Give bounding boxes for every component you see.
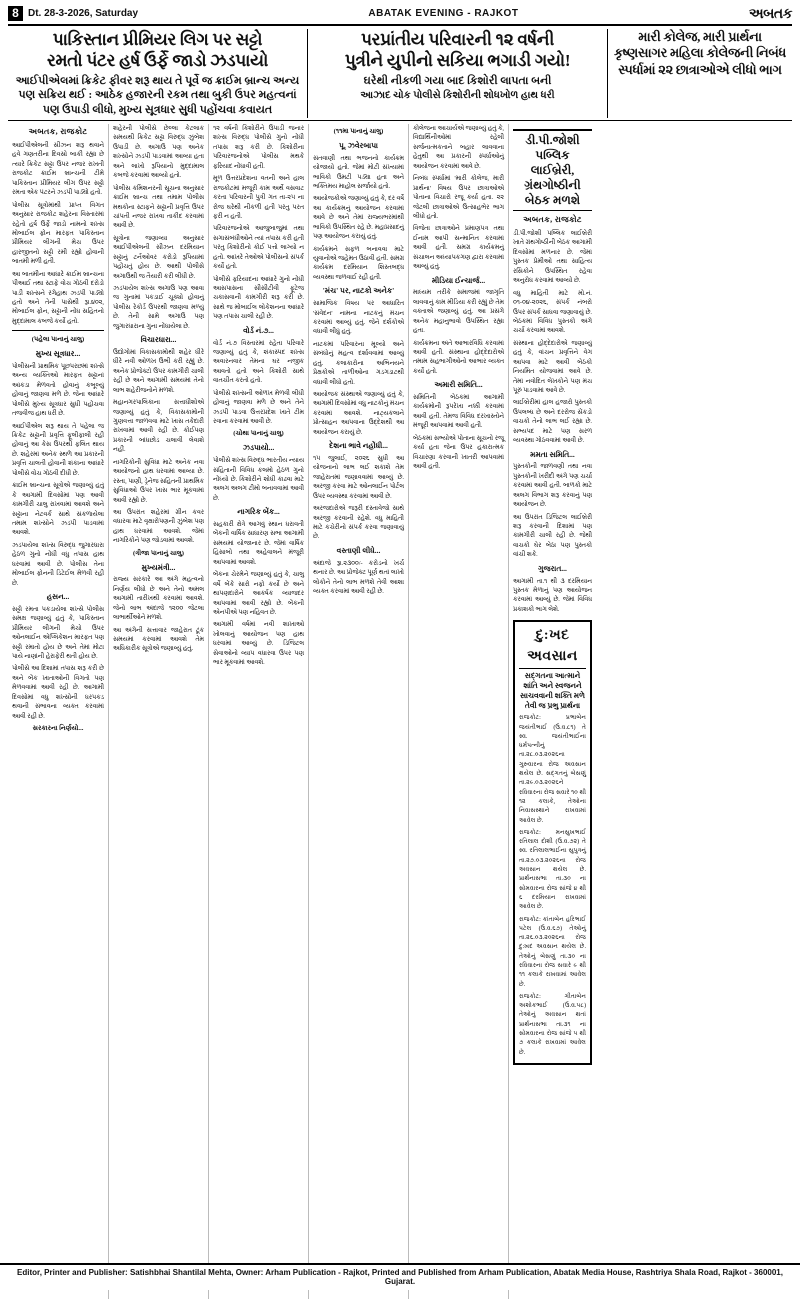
paragraph: સંતવાણી તથા ભજનનો કાર્યક્રમ યોજાયો હતો. જેમાં મોટી સંખ્યામાં ભાવિકો ઉમટી પડ્યા હતા અને ભક્તિમય માહોલ સર્જાયો હતો. bbox=[313, 154, 404, 190]
paragraph: રાજ્ય સરકારે આ અંગે મહત્વનો નિર્ણય લીધો છે અને તેનો અમલ આગામી તારીખથી કરવામાં આવશે. જેનો લાભ અંદાજે ૧૨૦૦ જેટલા લાભાર્થીઓને મળશે. bbox=[113, 576, 204, 622]
paragraph: ૧૫ જુલાઈ, ૨૦૨૬ સુધી આ યોજનાનો લાભ લઈ શકાશે તેમ જાહેરાતમાં જણાવવામાં આવ્યું છે. અરજી કરવા માટે ઓનલાઈન પોર્ટલ ઉપર વ્યવસ્થા કરવામાં આવી છે. bbox=[313, 454, 404, 500]
paragraph: અંદાજે રૂા.૨૩૦૦/- કરોડનો ખર્ચ થનાર છે. આ પ્રોજેક્ટ પૂર્ણ થતાં લાખો લોકોને તેનો લાભ મળશે તેવી આશા વ્યક્ત કરવામાં આવી રહી છે. bbox=[313, 559, 404, 595]
paragraph: બેઠકમાં સભ્યોએ પોતાના સૂચનો રજૂ કર્યા હતા જેના ઉપર હકારાત્મક વિચારણા કરવાની ખાતરી આપવામાં આવી હતી. bbox=[413, 434, 504, 471]
paragraph: લાઈબ્રેરીમાં હાલ હજારો પુસ્તકો ઉપલબ્ધ છે અને દરરોજ સેંકડો વાચકો તેનો લાભ લઈ રહ્યા છે. સભ્યપદ માટે પણ સરળ વ્યવસ્થા ગોઠવવામાં આવી છે. bbox=[513, 399, 592, 445]
sub-headline: વસ્તાણી લીધે... bbox=[336, 545, 381, 555]
paragraph: વિજેતા છાત્રાઓને પ્રમાણપત્ર તથા ઈનામ આપી સન્માનિત કરવામાં આવી હતી. સમગ્ર કાર્યક્રમનું સંચાલન અધ્યાપકગણ દ્વારા કરવામાં આવ્યું હતું. bbox=[413, 225, 504, 271]
paragraph: સહકારી ક્ષેત્રે આગવું સ્થાન ધરાવતી બેંકની વાર્ષિક સાધારણ સભા આગામી સમયમાં યોજાનાર છે. જેમાં વાર્ષિક હિસાબો તથા અહેવાલને મંજૂરી આપવામાં આવશે. bbox=[213, 521, 304, 566]
paragraph: આઈપીએલની સીઝન શરૂ થવાને હવે ગણતરીના દિવસો બાકી રહ્યા છે ત્યારે ક્રિકેટ સટ્ટા ઉપર નજર રાખતી રાજકોટ ક્રાઈમ બ્રાન્ચની ટીમે પાકિસ્તાન પ્રીમિયર લીગ ઉપર સટ્ટો રમતા એક પંટરને ઝડપી પાડ્યો હતો. bbox=[12, 142, 104, 197]
obituary-subtitle: સદ્ગતના આત્માને શાંતિ અને સ્વજનને સાચવવાની શક્તિ મળે તેવી જ પ્રભુ પ્રાર્થના bbox=[520, 671, 585, 710]
obituary-entry: રાજકોટ: મનસુખભાઈ રતિલાલ દોશી (ઉ.વ.૭૨) તે સ્વ. રતિલાલભાઈના સુપુત્રનું તા.૨૭.૦૩.૨૦૨૬ના રોજ અવસાન થયેલ છે. પ્રાર્થનાસભા તા.૩૦ ના સોમવારના રોજ સાંજે ૪ થી ૬ દરમિયાન રાખવામાં આવેલ છે. bbox=[519, 828, 586, 911]
paragraph: આગામી તા.૧ થી ૩ દરમિયાન પુસ્તક મેળાનું પણ આયોજન કરવામાં આવ્યું છે. જેમાં વિવિધ પ્રકાશકો ભાગ લેશે. bbox=[513, 577, 592, 613]
page-number: 8 bbox=[8, 6, 23, 21]
headline-2-line-1: પરપ્રાંતીય પરિવારની ૧૨ વર્ષની bbox=[360, 30, 555, 49]
article-column-4 bbox=[308, 124, 408, 1299]
paragraph: પોલીસે આ દિશામાં તપાસ શરૂ કરી છે અને બેંક ખાતાઓની વિગતો પણ મેળવવામાં આવી રહી છે. આગામી દિવસોમાં વધુ શખ્સોની ધરપકડ થવાની સંભાવના વ્યક્ત કરવામાં આવી રહી છે. bbox=[12, 665, 104, 720]
paragraph: ઝડપાયેલા શખ્સ વિરુદ્ધ જુગારધારા હેઠળ ગુનો નોંધી વધુ તપાસ હાથ ધરવામાં આવી છે. પોલીસ તેના મોબાઈલ ફોનની ડિટેઈલ મેળવી રહી છે. bbox=[12, 541, 104, 587]
paragraph: પોલીસ કમિશનરની સૂચના અનુસાર ક્રાઈમ બ્રાન્ચ તથા તમામ પોલીસ મથકોના સ્ટાફને સટ્ટાની પ્રવૃત્તિ ઉપર ચાંપતી નજર રાખવા તાકીદ કરવામાં આવી છે. bbox=[113, 184, 204, 230]
obituary-box bbox=[513, 620, 592, 1065]
masthead-brand: અબતક bbox=[748, 4, 792, 21]
paragraph: સમિતિની બેઠકમાં આગામી કાર્યક્રમોની રૂપરેખા નક્કી કરવામાં આવી હતી. તેમજ વિવિધ દરખાસ્તોને મંજૂરી આપવામાં આવી હતી. bbox=[413, 394, 504, 430]
paragraph: આ ઉપરાંત ડિજિટલ લાઈબ્રેરી શરૂ કરવાની દિશામાં પણ કામગીરી ચાલી રહી છે. જેથી વાચકો ઘેર બેઠા પણ પુસ્તકો વાંચી શકે. bbox=[513, 513, 592, 559]
sub-headline: વોર્ડ નં.૭... bbox=[243, 325, 274, 335]
sub-headline: હસન... bbox=[46, 592, 70, 602]
publication-date: Dt. 28-3-2026, Saturday bbox=[28, 7, 139, 19]
paragraph: માધ્યમ તરીકે સમાજમાં જાગૃતિ લાવવાનું કામ મીડિયા કરી રહ્યું છે તેમ વક્તાએ જણાવ્યું હતું. આ પ્રસંગે અનેક મહાનુભાવો ઉપસ્થિત રહ્યા હતા. bbox=[413, 289, 504, 335]
sub-headline: દેશના ભાવે નહોંધી... bbox=[329, 441, 388, 451]
obituary-entry: રાજકોટ: પ્રભાબેન જયંતીભાઈ (ઉ.વ.૮૧) તે સ્વ. જયંતીભાઈના ધર્મપત્નીનું તા.૨૮.૦૩.૨૦૨૬ના ગુરુવારના રોજ અવસાન થયેલ છે. સદ્ગતનું બેસણું તા.૨૯.૦૩.૨૦૨૬ને રવિવારના રોજ સવારે ૧૦ થી ૧૨ કલાકે, તેઓના નિવાસસ્થાને રાખવામાં આવેલ છે. bbox=[519, 714, 586, 824]
paragraph: ડી.પી.જોશી પબ્લિક લાઈબ્રેરી ખાતે ગ્રંથગોષ્ઠીની બેઠક આગામી દિવસોમાં મળનાર છે. જેમાં પુસ્તક પ્રેમીઓ તથા સાહિત્ય રસિકોને ઉપસ્થિત રહેવા અનુરોધ કરવામાં આવ્યો છે. bbox=[513, 230, 592, 285]
headline-story-2 bbox=[308, 29, 608, 118]
obituary-entries bbox=[519, 713, 586, 1057]
paragraph: ૧૨ વર્ષની કિશોરીને ઉપાડી જનાર શખ્સ વિરુદ્ધ પોલીસે ગુનો નોંધી તપાસ શરૂ કરી છે. કિશોરીના પરિવારજનોએ પોલીસ મથકે ફરિયાદ નોંધાવી હતી. bbox=[213, 125, 304, 170]
library-headline-line-2: ગ્રંથગોષ્ઠીની બેઠક મળશે bbox=[524, 178, 581, 208]
article-column-2 bbox=[108, 124, 208, 1299]
paragraph: પોલીસની પ્રાથમિક પૂછપરછમાં શખ્સે અન્ય વ્યક્તિઓ મારફત સટ્ટાનાં આંકડા મેળવતો હોવાનું કબૂલ્યું હોવાનું જાણવા મળે છે. જેના આધારે પોલીસે મુખ્ય સૂત્રધાર સુધી પહોંચવા તજવીજ હાથ ધરી છે. bbox=[12, 362, 104, 418]
paragraph: ઝડપાયેલ શખ્સ અગાઉ પણ આવા જ ગુનામાં પકડાઈ ચૂક્યો હોવાનું પોલીસ રેકોર્ડ ઉપરથી જાણવા મળ્યું છે. તેની સામે અગાઉ પણ જુગારધારાના ગુના નોંધાયેલા છે. bbox=[113, 285, 204, 330]
paragraph: સામાજિક વિષય પર આધારિત 'સંવેદન' નામના નાટકનું મંચન કરવામાં આવ્યું હતું. જેને દર્શકોએ વધાવી લીધું હતું. bbox=[313, 300, 404, 336]
sub-headline: નાગરિક બેંક... bbox=[237, 507, 280, 517]
paragraph: શહેરની પોલીસે છેલ્લા કેટલાક સમયથી ક્રિકેટ સટ્ટા વિરુદ્ધ ઝુંબેશ ઉપાડી છે. અગાઉ પણ અનેક શખ્સોને ઝડપી પાડવામાં આવ્યા હતા અને લાખો રૂપિયાનો મુદ્દામાલ કબજે કરવામાં આવ્યો હતો. bbox=[113, 125, 204, 180]
article-column-6 bbox=[508, 124, 596, 1299]
paragraph: પોલીસ સૂત્રોમાંથી પ્રાપ્ત વિગત અનુસાર રાજકોટ શહેરના વિસ્તારમાં રહેતો હર્ષ ઉર્ફે જાડો નામનો શખ્સ મોબાઈલ ફોન મારફત પાકિસ્તાન પ્રીમિયર લીગની મેચ ઉપર હારજીતનો સટ્ટો રમી રહ્યો હોવાની બાતમી મળી હતી. bbox=[12, 201, 104, 266]
headline-1-line-2: રમતો પંટર હર્ષ ઉર્ફે જાડો ઝડપાયો bbox=[46, 51, 269, 71]
dateline: અબતક, રાજકોટ bbox=[28, 127, 88, 137]
continuation-note: (ચોથા પાનાનું ચાલુ) bbox=[233, 430, 284, 438]
headline-1-sub: આઈપીએલમાં ક્રિકેટ ફીવર શરૂ થાય તે પૂર્વે જ ક્રાઈમ બ્રાન્ચ અન્ય પણ સક્રિય થઈ : આઠેક હજારની રકમ તથા બુકી ઉપર મહત્વનાં પણ ઉપાડી લીધો, મુખ્ય સૂત્રધાર સુધી પહોંચવા કવાયત bbox=[15, 74, 300, 117]
paragraph: મહાનગરપાલિકાના સત્તાધીશોએ જણાવ્યું હતું કે, વિકાસકામોની ગુણવત્તા જાળવવા માટે ખાસ તકેદારી રાખવામાં આવી રહી છે. કોઈપણ પ્રકારની બાંધછોડ ચલાવી લેવાશે નહીં. bbox=[113, 399, 204, 454]
paragraph: કોલેજના આચાર્યએ જણાવ્યું હતું કે, વિદ્યાર્થિનીઓમાં રહેલી સર્જનાત્મકતાને બહાર લાવવાના હેતુથી આ પ્રકારની સ્પર્ધાઓનું આયોજન કરવામાં આવે છે. bbox=[413, 125, 504, 170]
headline-2-sub: ઘરેથી નીકળી ગયા બાદ કિશોરી લાપતા બની bbox=[363, 74, 552, 87]
continuation-note: (ત્રીજા પાનાનું ચાલુ) bbox=[133, 549, 184, 557]
paragraph: આઈપીએલ શરૂ થાય તે પહેલા જ ક્રિકેટ સટ્ટાની પ્રવૃત્તિ ફૂલીફાલી રહી હોવાનું આ કેસ ઉપરથી ફલિત થાય છે. શહેરમાં અનેક સ્થળે આ પ્રકારની પ્રવૃત્તિ ચાલતી હોવાની શંકાના આધારે પોલીસે વોચ ગોઠવી દીધી છે. bbox=[12, 422, 104, 477]
continuation-note: સરકારના નિર્ણયો... bbox=[32, 725, 84, 733]
paragraph: આયોજક સંસ્થાએ જણાવ્યું હતું કે, આગામી દિવસોમાં વધુ નાટકોનું મંચન કરવામાં આવશે. નાટ્યકલાને પ્રોત્સાહન આપવાના ઉદ્દેશથી આ આયોજન કરાયું છે. bbox=[313, 391, 404, 436]
paragraph: આ અંગેની સત્તાવાર જાહેરાત ટૂંક સમયમાં કરવામાં આવશે તેમ અધિકારીક સૂત્રોએ જણાવ્યું હતું. bbox=[113, 626, 204, 653]
paragraph: ક્રાઈમ બ્રાન્ચના સૂત્રોએ જણાવ્યું હતું કે આગામી દિવસોમાં પણ આવી કામગીરી ચાલુ રાખવામાં આવશે અને સટ્ટાના નેટવર્ક સાથે સંકળાયેલા તમામ શખ્સોને ઝડપી પાડવામાં આવશે. bbox=[12, 482, 104, 537]
masthead-title: ABATAK EVENING - RAJKOT bbox=[368, 7, 519, 19]
paragraph: પોલીસે શખ્સ વિરુદ્ધ ભારતીય ન્યાય સંહિતાની વિવિધ કલમો હેઠળ ગુનો નોંધ્યો છે. કિશોરીને શોધી કાઢવા માટે અલગ અલગ ટીમો બનાવવામાં આવી છે. bbox=[213, 457, 304, 502]
sub-headline: 'મંચ' પર, નાટકો અનેક' bbox=[322, 286, 395, 296]
headline-band bbox=[8, 26, 792, 121]
headline-3-line-1: મારી કોલેજ, મારી પ્રાર્થના bbox=[638, 29, 762, 44]
divider bbox=[12, 330, 104, 331]
paragraph: નિબંધ સ્પર્ધામાં 'મારી કોલેજ, મારી પ્રાર્થના' વિષય ઉપર છાત્રાઓએ પોતાના વિચારો રજૂ કર્યા હતા. ૨૨ જેટલી છાત્રાઓએ ઉત્સાહભેર ભાગ લીધો હતો. bbox=[413, 175, 504, 220]
paragraph: સંસ્થાના હોદ્દેદારોએ જણાવ્યું હતું કે, વાંચન પ્રવૃત્તિને વેગ આપવા માટે આવી બેઠકો નિયમિત યોજવામાં આવે છે. તેમાં નવોદિત લેખકોને પણ મંચ પૂરું પાડવામાં આવે છે. bbox=[513, 339, 592, 395]
article-column-1 bbox=[8, 124, 108, 1299]
headline-2-line-2: પુત્રીને યુપીનો સકિયા ભગાડી ગયો! bbox=[344, 51, 571, 71]
dateline: અબતક, રાજકોટ bbox=[523, 215, 582, 225]
paragraph: ઉદ્યોગોમાં વિકાસકામોથી શહેર ધીરે ધીરે નવી ઓળખ ઉભી કરી રહ્યું છે. અનેક પ્રોજેક્ટો ઉપર કામગીરી ચાલી રહી છે અને આગામી સમયમાં તેનો લાભ શહેરીજનોને મળશે. bbox=[113, 348, 204, 394]
headline-story-3 bbox=[608, 29, 792, 118]
headline-3-line-2: કૃષ્ણસાગર મહિલા કોલેજની નિબંધ bbox=[613, 45, 787, 61]
paragraph: અરજદારોએ જરૂરી દસ્તાવેજો સાથે અરજી કરવાની રહેશે. વધુ માહિતી માટે કચેરીનો સંપર્ક કરવા જણાવાયું છે. bbox=[313, 505, 404, 541]
headline-3-line-3: સ્પર્ધામાં ૨૨ છાત્રાઓએ લીધો ભાગ bbox=[618, 61, 782, 77]
continuation-note: (પહેલા પાનાનું ચાલુ) bbox=[31, 336, 85, 344]
library-headline-line-1: ડી.પી.જોશી પબ્લિક લાઈબ્રેરી, bbox=[525, 133, 580, 178]
sub-headline: પૂ. ઝવેરબાપા bbox=[339, 140, 378, 150]
page-footer bbox=[0, 1263, 800, 1290]
sub-headline: અમારી સમિતિ... bbox=[434, 380, 483, 390]
paragraph: સૂત્રોના જણાવ્યા અનુસાર આઈપીએલની સીઝન દરમિયાન સટ્ટાનું ટર્નઓવર કરોડો રૂપિયામાં પહોંચતું હોય છે. આથી પોલીસે અગાઉથી જ તૈયારી કરી લીધી છે. bbox=[113, 234, 204, 280]
paragraph: કાર્યક્રમના અંતે આભારવિધિ કરવામાં આવી હતી. સંસ્થાના હોદ્દેદારોએ તમામ સહભાગીઓનો આભાર વ્યક્ત કર્યો હતો. bbox=[413, 339, 504, 375]
paragraph: બેંકના ચેરમેને જણાવ્યું હતું કે, ચાલુ વર્ષે બેંકે સારો નફો કર્યો છે અને થાપણદારોને આકર્ષક વ્યાજદર આપવામાં આવી રહ્યો છે. બેંકની એનપીએ પણ નહિવત છે. bbox=[213, 571, 304, 616]
library-box-headline bbox=[513, 129, 592, 211]
masthead-left bbox=[8, 6, 138, 21]
headline-2-sub-2: આઝાદ ચોક પોલીસે કિશોરીની શોધખોળ હાથ ધરી bbox=[360, 90, 555, 102]
headline-story-1 bbox=[8, 29, 308, 118]
paragraph: મૂળ ઉત્તરપ્રદેશના વતની અને હાલ રાજકોટમાં મજૂરી કામ અર્થે વસવાટ કરતા પરિવારની પુત્રી ગત તા-૨૫ ના રોજ ઘરેથી નીકળી હતી પરંતુ પરત ફરી ન હતી. bbox=[213, 175, 304, 220]
sub-headline: વિચારધારા... bbox=[140, 335, 177, 345]
sub-headline: મીડિયા ઈન્ચાર્જ... bbox=[431, 275, 486, 285]
sub-headline: ઝડપાયો... bbox=[242, 443, 275, 453]
paragraph: આગામી વર્ષમાં નવી શાખાઓ ખોલવાનું આયોજન પણ હાથ ધરવામાં આવ્યું છે. ડિજિટલ સેવાઓનો વ્યાપ વધારવા ઉપર પણ ભાર મૂકવામાં આવશે. bbox=[213, 621, 304, 667]
sub-headline: મમતા સમિતિ... bbox=[530, 449, 575, 459]
paragraph: કાર્યક્રમને સફળ બનાવવા માટે યુવાનોએ જહેમત ઉઠાવી હતી. સમગ્ર કાર્યક્રમ દરમિયાન શિસ્તબદ્ધ વ્યવસ્થા જળવાઈ રહી હતી. bbox=[313, 245, 404, 281]
paragraph: આ ઉપરાંત શહેરમાં ગ્રીન કવર વધારવા માટે વૃક્ષારોપણની ઝુંબેશ પણ હાથ ધરવામાં આવશે. જેમાં નાગરિકોને પણ જોડવામાં આવશે. bbox=[113, 508, 204, 545]
obituary-title: દુ:ખદ અવસાન bbox=[519, 625, 586, 669]
article-column-3 bbox=[208, 124, 308, 1299]
footer-imprint: Editor, Printer and Publisher: Satishbhai Shantilal Mehta, Owner: Arham Publication - Rajkot, Printed and Published from Arham Publication, Abatak Media House, Rashtriya Shala Road, Rajkot - 360001, Gujarat. bbox=[17, 1268, 783, 1286]
paragraph: પુસ્તકોની જાળવણી તથા નવા પુસ્તકોની ખરીદી અંગે પણ ચર્ચા કરવામાં આવી હતી. બાળકો માટે અલગ વિભાગ શરૂ કરવાનું પણ આયોજન છે. bbox=[513, 463, 592, 509]
article-column-5 bbox=[408, 124, 508, 1299]
sub-headline: મુખ્યમંત્રી... bbox=[141, 562, 176, 572]
paragraph: આ બાતમીના આધારે ક્રાઈમ બ્રાન્ચના પીઆઈ તથા સ્ટાફે વોચ ગોઠવી દરોડો પાડી શખ્સને રંગેહાથ ઝડપી પાડ્યો હતો અને તેની પાસેથી રૂા.૪૦૨, મોબાઈલ ફોન, સટ્ટાની નોંધ સહિતનો મુદ્દામાલ કબજે કર્યો હતો. bbox=[12, 270, 104, 325]
paragraph: આયોજકોએ જણાવ્યું હતું કે, દર વર્ષે આ કાર્યક્રમનું આયોજન કરવામાં આવે છે અને તેમાં રાજ્યભરમાંથી ભાવિકો ઉપસ્થિત રહે છે. મહાપ્રસાદનું પણ આયોજન કરાયું હતું. bbox=[313, 195, 404, 241]
paragraph: નાગરિકોની સુવિધા માટે અનેક નવા આયોજનો હાથ ધરવામાં આવ્યા છે. રસ્તા, પાણી, ડ્રેનેજ સહિતની પ્રાથમિક સુવિધાઓ ઉપર ખાસ ભાર મૂકવામાં આવી રહ્યો છે. bbox=[113, 458, 205, 504]
masthead bbox=[8, 4, 792, 26]
paragraph: નાટકમાં પરિવારના મૂલ્યો અને સંબંધોનું મહત્વ દર્શાવવામાં આવ્યું હતું. કલાકારોના અભિનયને પ્રેક્ષકોએ તાળીઓના ગડગડાટથી વધાવી લીધો હતો. bbox=[313, 340, 404, 386]
headline-1-line-1: પાકિસ્તાન પ્રીમિયર લિગ પર સટ્ટો bbox=[52, 30, 263, 49]
obituary-entry: રાજકોટ: ગીતાબેન અશોકભાઈ (ઉ.વ.૫૮) તેઓનું અવસાન થતાં પ્રાર્થનાસભા તા.૩૧ ના સોમવારના રોજ સાંજે ૫ થી ૭ કલાકે રાખવામાં આવેલ છે. bbox=[519, 992, 586, 1056]
paragraph: વોર્ડ નં.૭ વિસ્તારમાં રહેતા પરિવારે જણાવ્યું હતું કે, શંકાસ્પદ શખ્સ અવારનવાર તેમના ઘર નજીક આવતો હતો અને કિશોરી સાથે વાતચીત કરતો હતો. bbox=[213, 339, 304, 385]
sub-headline: મુખ્ય સૂત્રધાર... bbox=[35, 349, 81, 359]
paragraph: પોલીસે ફરિયાદના આધારે ગુનો નોંધી આસપાસના સીસીટીવી ફૂટેજ ચકાસવાની કામગીરી શરૂ કરી છે. સાથે જ મોબાઈલ લોકેશનના આધારે પણ તપાસ ચાલી રહી છે. bbox=[213, 275, 304, 321]
paragraph: પરિવારજનોએ આજુબાજુમાં તથા સગાસંબંધીઓને ત્યાં તપાસ કરી હતી પરંતુ કિશોરીનો કોઈ પત્તો લાગ્યો ન હતો. આખરે તેઓએ પોલીસનો સંપર્ક કર્યો હતો. bbox=[213, 225, 304, 271]
article-body-grid bbox=[8, 124, 792, 1299]
paragraph: વધુ માહિતી માટે મો.નં. ૦૧-૦૪-૨૦૨૬, સંપર્ક નંબરો ઉપર સંપર્ક સાધવા જણાવાયું છે. બેઠકમાં વિવિધ પુસ્તકો અંગે ચર્ચા કરવામાં આવશે. bbox=[513, 289, 592, 335]
paragraph: સટ્ટો રમતા પકડાયેલા શખ્સે પોલીસ સમક્ષ જણાવ્યું હતું કે, પાકિસ્તાન પ્રીમિયર લીગની મેચો ઉપર ઓનલાઈન એપ્લિકેશન મારફત પણ સટ્ટો રમાતો હોય છે અને તેમાં મોટા પાયે નાણાંની હેરાફેરી થતી હોય છે. bbox=[12, 605, 104, 660]
obituary-entry: રાજકોટ: કાંતાબેન હરિભાઈ પટેલ (ઉ.વ.૬૭) તેઓનું તા.૨૬.૦૩.૨૦૨૬ના રોજ દુ:ખદ અવસાન થયેલ છે. તેઓનું બેસણું તા.૩૦ ના રવિવારના રોજ સવારે ૯ થી ૧૧ કલાકે રાખવામાં આવેલ છે. bbox=[519, 915, 586, 988]
sub-headline: ગુજરાત... bbox=[538, 563, 567, 573]
paragraph: પોલીસે શખ્સની ઓળખ મેળવી લીધી હોવાનું જાણવા મળે છે અને તેને ઝડપી પાડવા ઉત્તરપ્રદેશ ખાતે ટીમ રવાના કરવામાં આવી છે. bbox=[213, 389, 304, 426]
continuation-note: (૧૧મા પાનાનું ચાલુ) bbox=[333, 128, 384, 136]
